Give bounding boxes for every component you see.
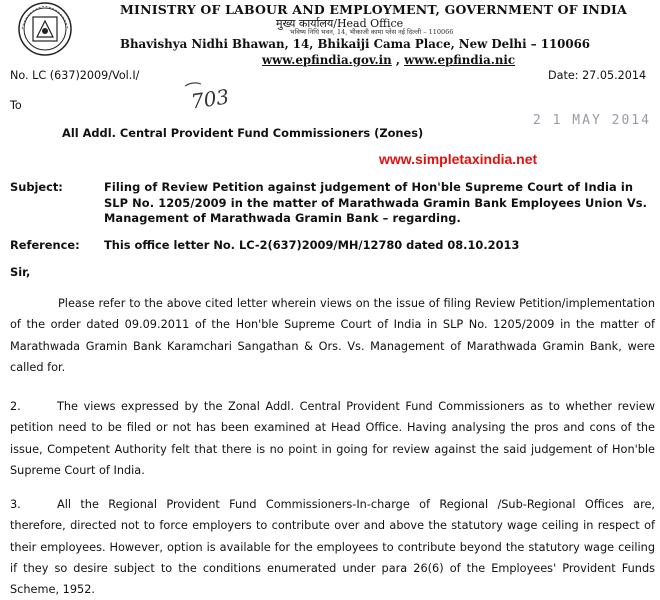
- addressee: All Addl. Central Provident Fund Commissioners (Zones): [62, 126, 424, 140]
- paragraph-2: [10, 396, 655, 481]
- website-link-1[interactable]: www.epfindia.gov.in: [262, 53, 392, 67]
- websites-line: [262, 53, 515, 67]
- reference-number: No. LC (637)2009/Vol.I/: [10, 69, 140, 82]
- received-stamp: 2 1 MAY 2014: [533, 113, 651, 128]
- head-office-label: मुख्य कार्यालय/Head Office: [276, 17, 404, 30]
- paragraph-3-number: 3.: [10, 498, 21, 511]
- hindi-address: भविष्य निधि भवन, 14, भीकाजी कामा प्लेस नई दिल्ली – 110066: [290, 28, 454, 36]
- reference-label: Reference:: [10, 238, 80, 252]
- paragraph-1: Please refer to the above cited letter wherein views on the issue of filing Review Petition/implementation of the order dated 09.09.2011 of the Hon'ble Supreme Court of India in SLP No. 1205/2009 in the matter of Marathwada Gramin Bank Karamchari Sangathan & Ors. Vs. Management of Marathwada Gramin Bank, were called for.: [10, 297, 655, 374]
- subject-label: Subject:: [10, 180, 63, 194]
- website-separator: ,: [391, 53, 405, 67]
- handwritten-number-text: 703: [189, 84, 231, 114]
- paragraph-3-text: All the Regional Provident Fund Commissioners-In-charge of Regional /Sub-Regional Offices are, therefore, directed not to force employers to contribute over and above the statutory wage ceiling in respect of their employees. However, option is available for the employees to contribute beyond the statutory wage ceiling if they so desire subject to the conditions enumerated under para 26(6) of the Employees' Provident Funds Scheme, 1952.: [10, 498, 655, 597]
- office-address: Bhavishya Nidhi Bhawan, 14, Bhikaiji Cama Place, New Delhi – 110066: [120, 37, 590, 51]
- epfo-logo: [6, 0, 84, 58]
- paragraph-2-number: 2.: [10, 400, 21, 413]
- website-link-2[interactable]: www.epfindia.nic: [404, 53, 516, 67]
- salutation: Sir,: [10, 265, 31, 279]
- subject-text: Filing of Review Petition against judgement of Hon'ble Supreme Court of India in SLP No. 1205/2009 in the matter of Marathwada Gramin Bank Employees Union Vs. Management of Marathwada Gramin Bank – regarding.: [104, 180, 648, 225]
- ministry-title: MINISTRY OF LABOUR AND EMPLOYMENT, GOVERNMENT OF INDIA: [120, 2, 627, 17]
- paragraph-3: [10, 494, 655, 600]
- paragraph-2-text: The views expressed by the Zonal Addl. Central Provident Fund Commissioners as to whether review petition need to be filed or not has been examined at Head Office. Having analysing the pros and cons of the issue, Competent Authority felt that there is no point in going for review against the said judgement of Hon'ble Supreme Court of India.: [10, 400, 655, 477]
- handwritten-number: [183, 80, 233, 114]
- letter-date: Date: 27.05.2014: [548, 69, 647, 82]
- reference-text: This office letter No. LC-2(637)2009/MH/12780 dated 08.10.2013: [104, 238, 520, 252]
- to-label: To: [10, 99, 22, 112]
- watermark-website[interactable]: www.simpletaxindia.net: [379, 151, 538, 167]
